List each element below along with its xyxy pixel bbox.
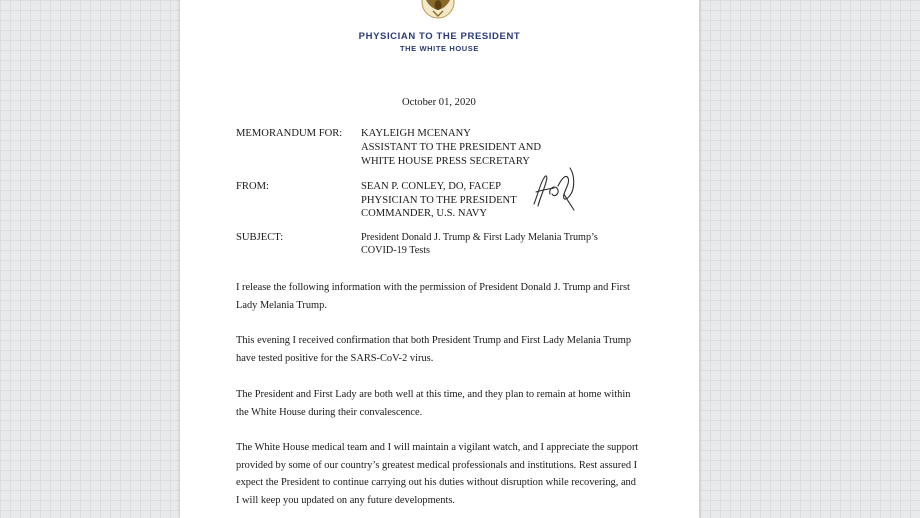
- paragraph-line: Lady Melania Trump.: [236, 299, 327, 311]
- subject-line: President Donald J. Trump & First Lady Melania Trump’s: [361, 232, 598, 243]
- paragraph-line: I release the following information with the permission of President Donald J. Trump and First: [236, 282, 630, 293]
- recipient-line: WHITE HOUSE PRESS SECRETARY: [361, 156, 530, 167]
- paragraph-line: The White House medical team and I will maintain a vigilant watch, and I appreciate the support: [236, 442, 639, 453]
- letterhead-title: PHYSICIAN TO THE PRESIDENT: [358, 31, 521, 42]
- paragraph-line: I will keep you updated on any future developments.: [236, 494, 456, 506]
- memo-date: October 01, 2020: [402, 97, 476, 108]
- presidential-seal-icon: [416, 0, 460, 20]
- paragraph-line: expect the President to continue carrying out his duties without disruption while recovering, and: [236, 477, 636, 488]
- body-paragraph: [236, 279, 646, 314]
- sender-line: PHYSICIAN TO THE PRESIDENT: [361, 195, 517, 206]
- paragraph-line: have tested positive for the SARS-CoV-2 virus.: [236, 352, 434, 364]
- memo-page: [180, 0, 699, 518]
- subject-label: SUBJECT:: [236, 232, 284, 243]
- paragraph-line: provided by some of our country’s greatest medical professionals and institutions. Rest assured I: [236, 459, 638, 471]
- paragraph-line: the White House during their convalescence.: [236, 406, 423, 418]
- paragraph-line: The President and First Lady are both well at this time, and they plan to remain at home within: [236, 389, 631, 400]
- recipient-line: ASSISTANT TO THE PRESIDENT AND: [361, 142, 542, 153]
- letterhead-subtitle: THE WHITE HOUSE: [399, 44, 479, 53]
- body-paragraph: [236, 386, 646, 421]
- sender-line: SEAN P. CONLEY, DO, FACEP: [361, 181, 501, 192]
- paragraph-line: This evening I received confirmation that both President Trump and First Lady Melania Trump: [236, 335, 632, 346]
- subject-line: COVID-19 Tests: [361, 245, 430, 256]
- from-label: FROM:: [236, 181, 269, 192]
- body-paragraph: [236, 439, 646, 509]
- sender-line: COMMANDER, U.S. NAVY: [361, 208, 488, 219]
- handwritten-signature: [528, 164, 580, 214]
- memorandum-for-label: MEMORANDUM FOR:: [236, 128, 343, 139]
- recipient-line: KAYLEIGH MCENANY: [361, 128, 471, 139]
- body-paragraph: [236, 332, 646, 367]
